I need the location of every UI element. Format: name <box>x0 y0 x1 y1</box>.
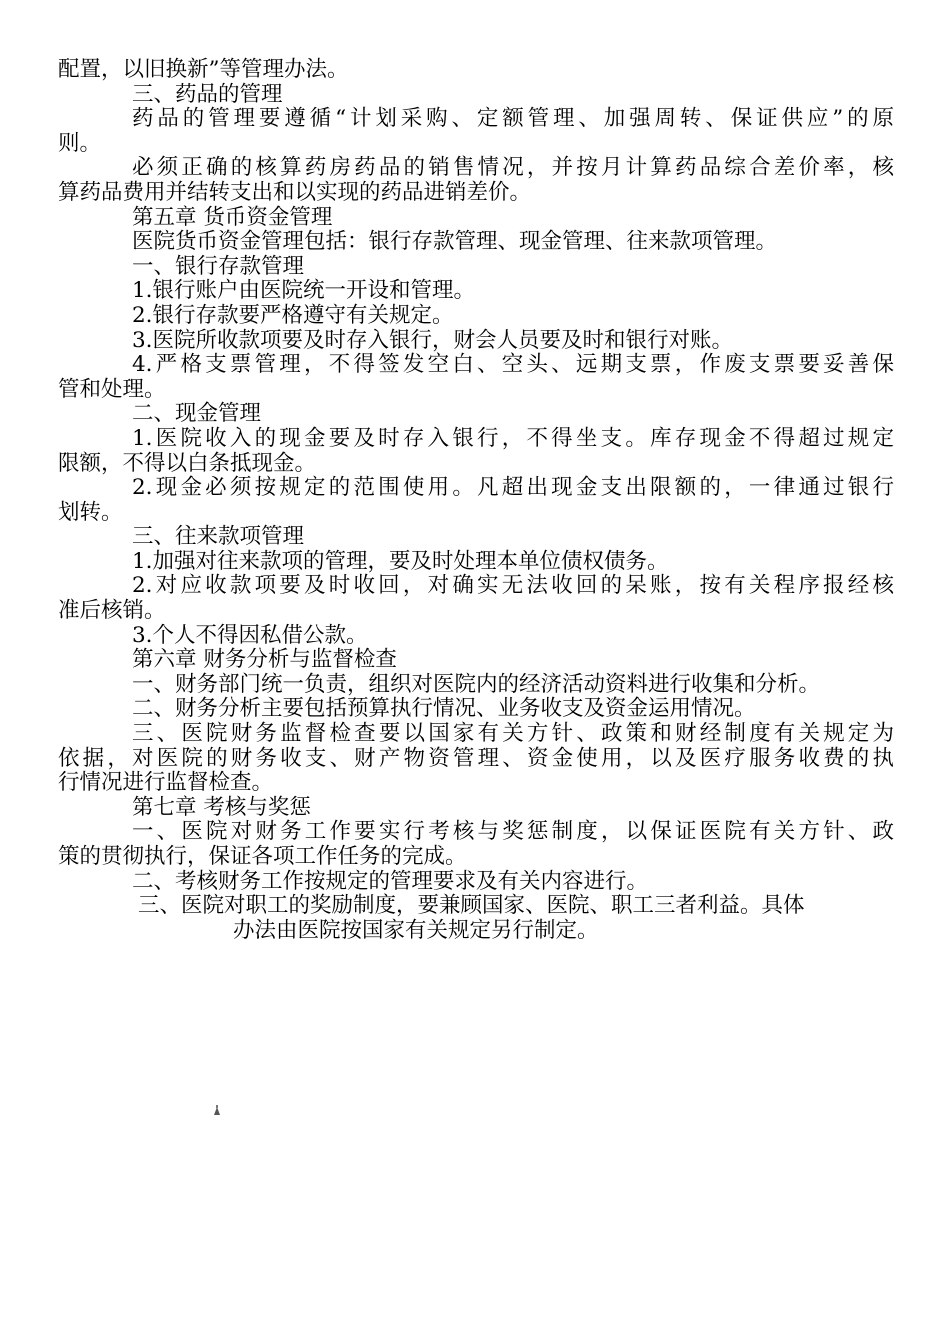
text-line: 1.加强对往来款项的管理，要及时处理本单位债权债务。 <box>132 548 669 574</box>
text-line: 二、考核财务工作按规定的管理要求及有关内容进行。 <box>132 868 649 894</box>
text-line: 则。 <box>58 130 102 156</box>
text-line: 必须正确的核算药房药品的销售情况，并按月计算药品综合差价率，核 <box>132 155 894 181</box>
small-mark-icon <box>212 1104 222 1116</box>
text-line: 2.现金必须按规定的范围使用。凡超出现金支出限额的，一律通过银行 <box>132 475 894 501</box>
text-line: 三、医院对职工的奖励制度，要兼顾国家、医院、职工三者利益。具体 <box>138 893 805 919</box>
text-line: 1.银行账户由医院统一开设和管理。 <box>132 278 476 304</box>
text-line: 第六章 财务分析与监督检查 <box>132 647 397 673</box>
text-line: 一、财务部门统一负责，组织对医院内的经济活动资料进行收集和分析。 <box>132 671 821 697</box>
text-line: 一、银行存款管理 <box>132 253 305 279</box>
text-line: 办法由医院按国家有关规定另行制定。 <box>233 917 599 943</box>
text-line: 划转。 <box>58 499 123 525</box>
text-line: 3.医院所收款项要及时存入银行，财会人员要及时和银行对账。 <box>132 327 734 353</box>
text-line: 准后核销。 <box>58 598 166 624</box>
text-line: 1.医院收入的现金要及时存入银行，不得坐支。库存现金不得超过规定 <box>132 425 894 451</box>
text-line: 第五章 货币资金管理 <box>132 204 333 230</box>
text-line: 2.对应收款项要及时收回，对确实无法收回的呆账，按有关程序报经核 <box>132 573 894 599</box>
text-line: 一、医院对财务工作要实行考核与奖惩制度，以保证医院有关方针、政 <box>132 819 894 845</box>
text-line: 3.个人不得因私借公款。 <box>132 622 368 648</box>
text-line: 药品的管理要遵循“计划采购、定额管理、加强周转、保证供应”的原 <box>132 106 894 132</box>
text-line: 二、财务分析主要包括预算执行情况、业务收支及资金运用情况。 <box>132 696 756 722</box>
text-line: 管和处理。 <box>58 376 166 402</box>
text-line: 配置，以旧换新”等管理办法。 <box>58 57 349 82</box>
text-line: 行情况进行监督检查。 <box>58 770 274 796</box>
text-line: 2.银行存款要严格遵守有关规定。 <box>132 302 454 328</box>
text-line: 策的贯彻执行，保证各项工作任务的完成。 <box>58 844 467 869</box>
text-line: 三、医院财务监督检查要以国家有关方针、政策和财经制度有关规定为 <box>132 721 894 747</box>
text-line: 算药品费用并结转支出和以实现的药品进销差价。 <box>58 179 532 205</box>
text-line: 三、往来款项管理 <box>132 524 305 550</box>
text-line: 限额，不得以白条抵现金。 <box>58 450 317 476</box>
text-line: 第七章 考核与奖惩 <box>132 794 311 820</box>
text-line: 依据，对医院的财务收支、财产物资管理、资金使用，以及医疗服务收费的执 <box>58 745 894 771</box>
text-line: 二、现金管理 <box>132 401 262 427</box>
text-line: 医院货币资金管理包括：银行存款管理、现金管理、往来款项管理。 <box>132 229 778 255</box>
text-line: 三、药品的管理 <box>132 81 283 107</box>
text-line: 4.严格支票管理，不得签发空白、空头、远期支票，作废支票要妥善保 <box>132 352 894 378</box>
document-page <box>58 58 894 943</box>
